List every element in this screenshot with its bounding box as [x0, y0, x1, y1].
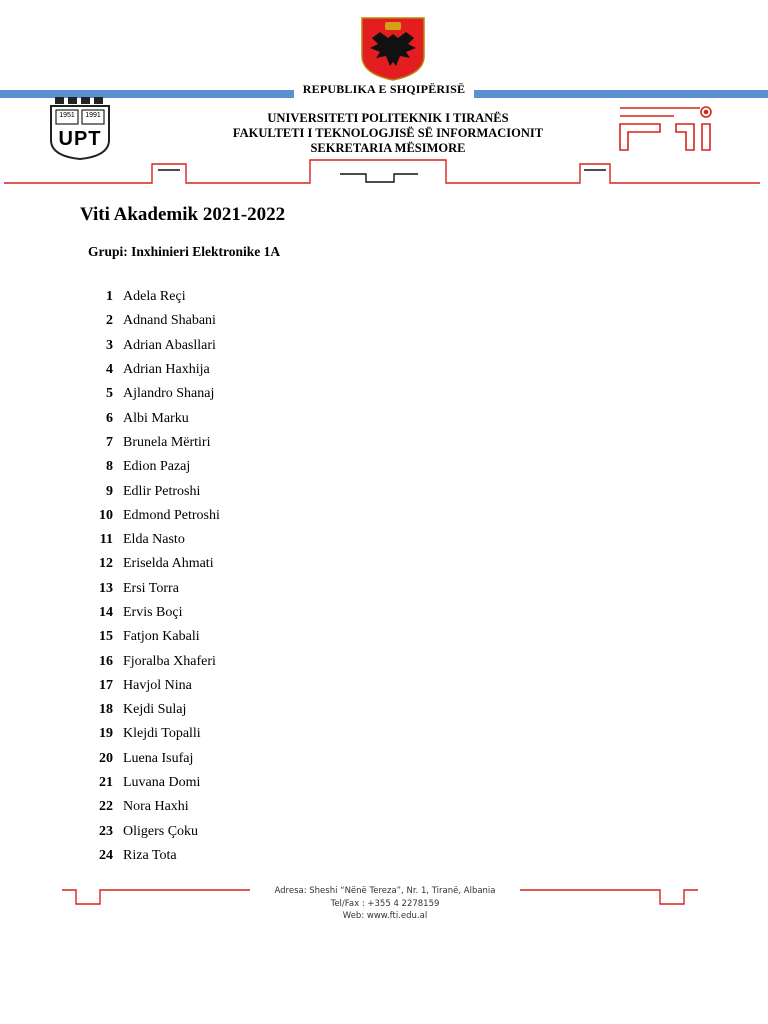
student-name: Albi Marku — [123, 410, 189, 426]
student-name: Ersi Torra — [123, 580, 179, 596]
student-number: 16 — [99, 653, 113, 669]
student-name: Adrian Abasllari — [123, 337, 216, 353]
student-number: 19 — [99, 726, 113, 742]
student-name: Brunela Mërtiri — [123, 434, 211, 450]
student-number: 22 — [99, 799, 113, 815]
albanian-emblem-icon — [358, 16, 428, 82]
list-item — [80, 747, 220, 771]
student-name: Eriselda Ahmati — [123, 556, 214, 572]
student-number: 18 — [99, 702, 113, 718]
university-name: UNIVERSITETI POLITEKNIK I TIRANËS — [267, 111, 509, 125]
student-name: Edion Pazaj — [123, 459, 191, 475]
list-item — [80, 649, 220, 673]
list-item — [80, 698, 220, 722]
list-item — [80, 577, 220, 601]
student-number: 7 — [106, 434, 113, 450]
student-number: 9 — [106, 483, 113, 499]
student-number: 17 — [99, 677, 113, 693]
list-item — [80, 479, 220, 503]
list-item — [80, 722, 220, 746]
student-name: Luena Isufaj — [123, 750, 194, 766]
student-number: 11 — [99, 532, 113, 548]
upt-year-end: 1991 — [85, 112, 101, 119]
list-item — [80, 431, 220, 455]
student-number: 20 — [99, 750, 113, 766]
student-number: 13 — [99, 580, 113, 596]
student-name: Edlir Petroshi — [123, 483, 201, 499]
student-name: Oligers Çoku — [123, 823, 199, 839]
student-number: 15 — [99, 629, 113, 645]
student-number: 21 — [99, 775, 113, 791]
student-number: 2 — [106, 313, 113, 329]
student-name: Nora Haxhi — [123, 799, 189, 815]
student-number: 24 — [99, 847, 113, 863]
student-number: 12 — [99, 556, 113, 572]
footer-website-link[interactable]: Web: www.fti.edu.al — [342, 911, 428, 921]
footer-address: Adresa: Sheshi “Nënë Tereza”, Nr. 1, Tiranë, Albania — [250, 886, 520, 897]
student-name: Fjoralba Xhaferi — [123, 653, 216, 669]
list-item — [80, 601, 220, 625]
student-name: Adnand Shabani — [123, 313, 216, 329]
student-name: Fatjon Kabali — [123, 629, 200, 645]
office-name: SEKRETARIA MËSIMORE — [310, 141, 466, 155]
student-number: 1 — [106, 289, 113, 305]
list-item — [80, 285, 220, 309]
header-divider-line — [0, 156, 768, 190]
group-title: Grupi: Inxhinieri Elektronike 1A — [88, 244, 281, 259]
faculty-name: FAKULTETI I TEKNOLOGJISË SË INFORMACIONIT — [232, 126, 544, 140]
student-name: Klejdi Topalli — [123, 726, 201, 742]
list-item — [80, 674, 220, 698]
header-blue-bar-left — [0, 90, 294, 98]
student-list — [80, 285, 220, 868]
list-item — [80, 625, 220, 649]
student-number: 8 — [106, 459, 113, 475]
list-item — [80, 771, 220, 795]
list-item — [80, 552, 220, 576]
student-name: Adela Reçi — [123, 289, 186, 305]
upt-year-start: 1951 — [59, 112, 75, 119]
list-item — [80, 382, 220, 406]
student-name: Havjol Nina — [123, 677, 192, 693]
student-name: Adrian Haxhija — [123, 362, 210, 378]
academic-year-title: Viti Akademik 2021-2022 — [80, 204, 286, 225]
student-name: Kejdi Sulaj — [123, 702, 187, 718]
list-item — [80, 528, 220, 552]
student-number: 4 — [106, 362, 113, 378]
student-name: Ervis Boçi — [123, 605, 183, 620]
list-item — [80, 358, 220, 382]
student-number: 3 — [106, 337, 113, 353]
student-name: Riza Tota — [123, 847, 177, 863]
fti-logo-icon — [616, 102, 720, 154]
upt-logo — [48, 96, 112, 160]
header-blue-bar-right — [474, 90, 768, 98]
student-number: 6 — [106, 410, 113, 426]
list-item — [80, 309, 220, 333]
student-name: Elda Nasto — [123, 532, 185, 548]
list-item — [80, 504, 220, 528]
list-item — [80, 455, 220, 479]
list-item — [80, 844, 220, 868]
student-number: 14 — [99, 605, 113, 620]
student-name: Edmond Petroshi — [123, 507, 220, 523]
list-item — [80, 820, 220, 844]
country-name: REPUBLIKA E SHQIPËRISË — [302, 82, 466, 96]
footer-telephone: Tel/Fax : +355 4 2278159 — [330, 899, 440, 909]
list-item — [80, 406, 220, 430]
student-number: 5 — [106, 386, 113, 402]
student-number: 23 — [99, 823, 113, 839]
student-number: 10 — [99, 507, 113, 523]
list-item — [80, 334, 220, 358]
student-name: Ajlandro Shanaj — [123, 386, 215, 402]
upt-logo-text: UPT — [58, 128, 102, 150]
list-item — [80, 795, 220, 819]
student-name: Luvana Domi — [123, 775, 201, 791]
